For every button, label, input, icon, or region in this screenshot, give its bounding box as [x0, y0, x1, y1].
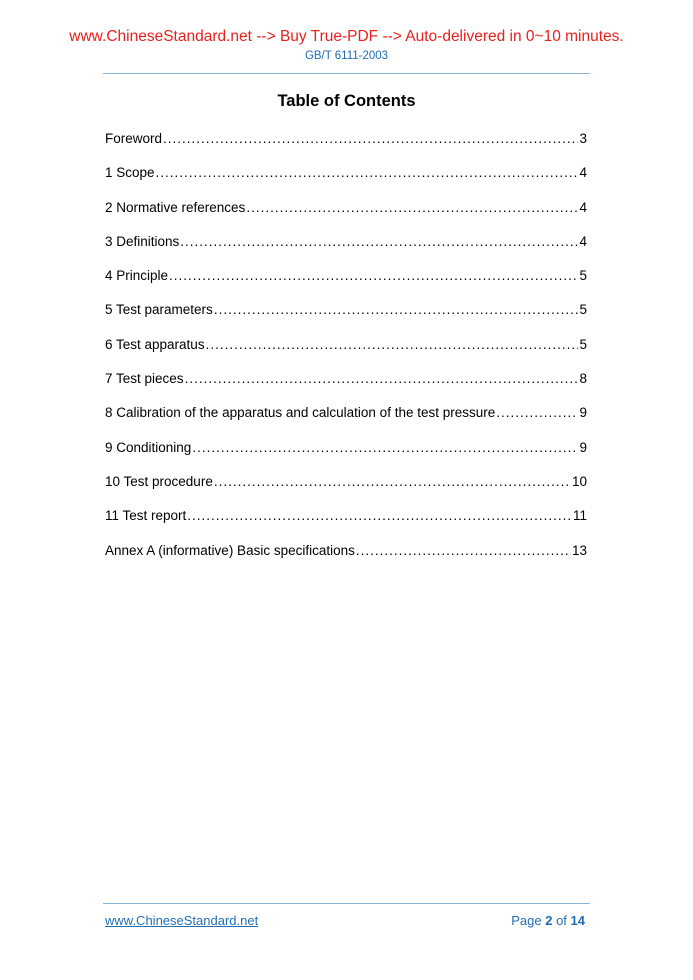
toc-entry-page: 9	[579, 439, 587, 455]
toc-leader-dots	[246, 200, 578, 215]
toc-entry-page: 8	[579, 371, 587, 387]
footer-divider	[103, 903, 590, 904]
toc-leader-dots	[163, 131, 578, 146]
toc-entry-definitions[interactable]	[105, 234, 587, 268]
toc-entry-label: 2 Normative references	[105, 199, 246, 215]
header-divider	[103, 73, 590, 74]
toc-entry-label: 4 Principle	[105, 268, 169, 284]
toc-entry-page: 4	[579, 165, 587, 181]
toc-entry-label: 6 Test apparatus	[105, 336, 205, 352]
toc-leader-dots	[206, 337, 579, 352]
toc-title: Table of Contents	[277, 92, 416, 110]
toc-leader-dots	[192, 440, 578, 455]
toc-leader-dots	[169, 268, 578, 283]
toc-entry-test-apparatus[interactable]	[105, 337, 587, 371]
toc-entry-page: 11	[572, 508, 587, 524]
purchase-banner[interactable]: www.ChineseStandard.net --> Buy True-PDF --> Auto-delivered in 0~10 minutes.	[69, 28, 624, 45]
toc-entry-label: Foreword	[105, 131, 163, 146]
footer-site-link[interactable]: www.ChineseStandard.net	[105, 913, 259, 928]
page-indicator	[511, 913, 585, 928]
toc-leader-dots	[156, 165, 579, 180]
of-word: of	[556, 913, 567, 928]
toc-entry-label: 5 Test parameters	[105, 302, 213, 318]
toc-entry-foreword[interactable]	[105, 131, 587, 165]
toc-entry-test-procedure[interactable]	[105, 474, 587, 508]
toc-leader-dots	[185, 371, 579, 386]
toc-leader-dots	[187, 508, 572, 523]
toc-entry-page: 13	[571, 542, 587, 558]
toc-entry-test-parameters[interactable]	[105, 302, 587, 336]
toc-entry-test-pieces[interactable]	[105, 371, 587, 405]
toc-entry-page: 5	[579, 336, 587, 352]
total-pages-number: 14	[570, 913, 585, 928]
toc-entry-page: 3	[579, 131, 587, 146]
toc-entry-scope[interactable]	[105, 165, 587, 199]
toc-entry-page: 4	[579, 199, 587, 215]
toc-entry-label: 11 Test report	[105, 508, 187, 524]
toc-entry-label: 1 Scope	[105, 165, 155, 181]
toc-entry-label: Annex A (informative) Basic specifications	[105, 542, 355, 558]
toc-leader-dots	[496, 405, 578, 420]
toc-entry-page: 5	[579, 268, 587, 284]
toc-list	[105, 131, 587, 577]
toc-entry-label: 9 Conditioning	[105, 439, 192, 455]
toc-entry-label: 8 Calibration of the apparatus and calculation of the test pressure	[105, 405, 496, 421]
toc-entry-page: 10	[571, 473, 587, 489]
toc-entry-label: 7 Test pieces	[105, 371, 184, 387]
toc-leader-dots	[214, 474, 571, 489]
toc-leader-dots	[180, 234, 578, 249]
toc-entry-label: 10 Test procedure	[105, 473, 213, 489]
standard-code: GB/T 6111-2003	[304, 50, 389, 62]
toc-entry-page: 5	[579, 302, 587, 318]
toc-entry-page: 4	[579, 233, 587, 249]
toc-entry-annex-a[interactable]	[105, 543, 587, 577]
page-word: Page	[511, 913, 542, 928]
toc-entry-page: 9	[579, 405, 587, 421]
toc-entry-principle[interactable]	[105, 268, 587, 302]
toc-leader-dots	[214, 302, 579, 317]
toc-entry-label: 3 Definitions	[105, 233, 180, 249]
toc-entry-test-report[interactable]	[105, 508, 587, 542]
toc-entry-normative-references[interactable]	[105, 200, 587, 234]
toc-entry-calibration[interactable]	[105, 405, 587, 439]
toc-entry-conditioning[interactable]	[105, 440, 587, 474]
toc-leader-dots	[356, 543, 571, 558]
current-page-number: 2	[545, 913, 553, 928]
